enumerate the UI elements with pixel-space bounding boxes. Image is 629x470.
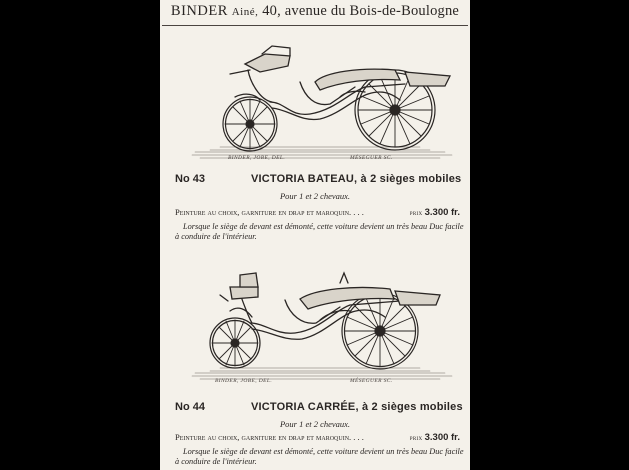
- model-title-2: VICTORIA CARRÉE, à 2 sièges mobiles: [251, 401, 463, 413]
- model-number: No 43: [175, 173, 205, 185]
- price-label: prix: [409, 208, 423, 217]
- engraver-credit-right-2: MÉSEGUER SC.: [350, 378, 393, 384]
- model-subtitle-2: Pour 1 et 2 chevaux.: [279, 419, 351, 429]
- maker-name: BINDER: [170, 3, 228, 19]
- catalog-page: [160, 0, 470, 470]
- page-header: [160, 3, 470, 20]
- engraver-credit-right: MÉSEGUER SC.: [350, 155, 393, 161]
- carriage-illustration-victoria-carree: [190, 265, 460, 390]
- model-note-2: Lorsque le siège de devant est démonté, cette voiture devient un très beau Duc facile à conduire de l'intérieur.: [175, 447, 464, 466]
- model-note: Lorsque le siège de devant est démonté, cette voiture devient un très beau Duc facile à conduire de l'intérieur.: [175, 222, 464, 241]
- price-value-2: 3.300 fr.: [424, 432, 460, 443]
- description-text: Peinture au choix, garniture en drap et maroquin. . . .: [175, 207, 364, 217]
- carriage-illustration-victoria-bateau: [190, 42, 460, 167]
- description-text-2: Peinture au choix, garniture en drap et maroquin. . . .: [175, 432, 364, 442]
- price-line: [175, 207, 460, 217]
- model-subtitle: Pour 1 et 2 chevaux.: [279, 191, 351, 201]
- price-line-2: [175, 432, 460, 442]
- price-2: [410, 432, 460, 443]
- price-value: 3.300 fr.: [424, 207, 460, 218]
- maker-suffix: Ainé,: [231, 6, 259, 18]
- engraver-credit-left: BINDER, JOBE, DEL.: [228, 155, 286, 161]
- engraver-credit-left-2: BINDER, JOBE, DEL.: [215, 378, 273, 384]
- price: [410, 207, 460, 218]
- header-rule: [162, 25, 468, 26]
- price-label-2: prix: [409, 433, 423, 442]
- maker-address: 40, avenue du Bois-de-Boulogne: [262, 3, 460, 19]
- model-title: VICTORIA BATEAU, à 2 sièges mobiles: [251, 173, 462, 185]
- model-number-2: No 44: [175, 401, 205, 413]
